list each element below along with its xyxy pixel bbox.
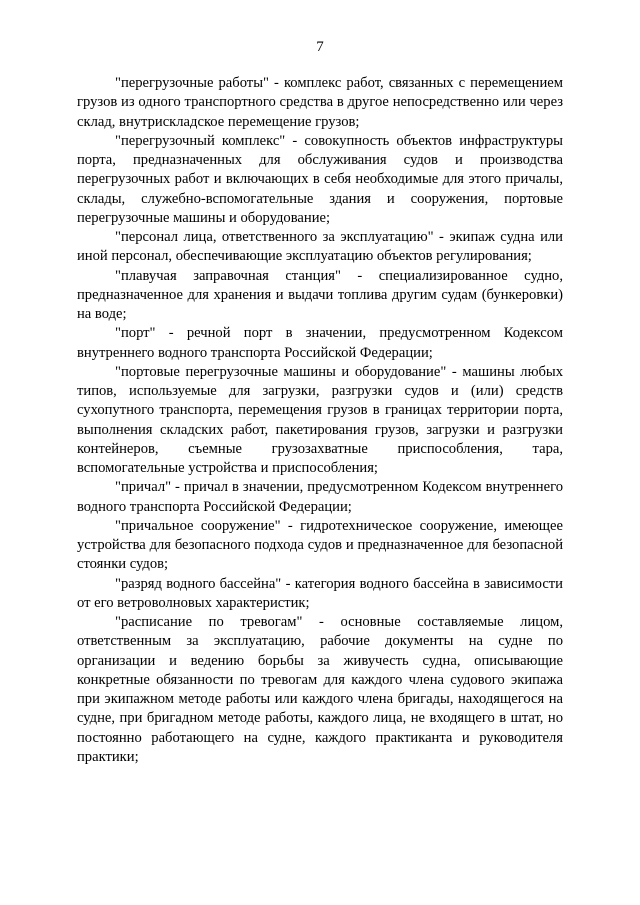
definition-paragraph: "разряд водного бассейна" - категория водного бассейна в зависимости от его ветроволновых характеристик;	[77, 575, 563, 611]
document-body	[77, 74, 563, 767]
definition-paragraph: "расписание по тревогам" - основные составляемые лицом, ответственным за эксплуатацию, рабочие документы на судне по организации и ведению борьбы за живучесть судна, описывающие конкретные обязанности по тревогам для каждого члена судового экипажа при экипажном методе работы или каждого члена бригады, находящегося на судне, при бригадном методе работы, каждого лица, не входящего в штат, но постоянно работающего на судне, каждого практиканта и руководителя практики;	[77, 614, 563, 765]
definition-paragraph: "причальное сооружение" - гидротехническое сооружение, имеющее устройства для безопасного подхода судов и предназначенное для безопасной стоянки судов;	[77, 517, 563, 573]
definition-paragraph: "плавучая заправочная станция" - специализированное судно, предназначенное для хранения и выдачи топлива другим судам (бункеровки) на воде;	[77, 267, 563, 322]
definition-paragraph: "причал" - причал в значении, предусмотренном Кодексом внутреннего водного транспорта Российской Федерации;	[77, 479, 563, 515]
definition-paragraph: "порт" - речной порт в значении, предусмотренном Кодексом внутреннего водного транспорта Российской Федерации;	[77, 325, 563, 361]
page-number: 7	[316, 39, 324, 55]
definition-paragraph: "перегрузочный комплекс" - совокупность объектов инфраструктуры порта, предназначенных для обслуживания судов и производства перегрузочных работ и включающих в себя необходимые для этого причалы, склады, служебно-вспомогательные здания и сооружения, портовые перегрузочные машины и оборудование;	[77, 132, 563, 226]
definition-paragraph: "персонал лица, ответственного за эксплуатацию" - экипаж судна или иной персонал, обеспечивающие эксплуатацию объектов регулирования;	[77, 229, 563, 265]
definition-paragraph: "перегрузочные работы" - комплекс работ, связанных с перемещением грузов из одного транспортного средства в другое непосредственно или через склад, внутрискладское перемещение грузов;	[77, 75, 563, 130]
definition-paragraph: "портовые перегрузочные машины и оборудование" - машины любых типов, используемые для загрузки, разгрузки судов и (или) средств сухопутного транспорта, перемещения грузов в границах территории порта, выполнения складских работ, пакетирования грузов, загрузки и разгрузки контейнеров, съемные грузозахватные приспособления, тара, вспомогательные устройства и приспособления;	[77, 363, 563, 476]
